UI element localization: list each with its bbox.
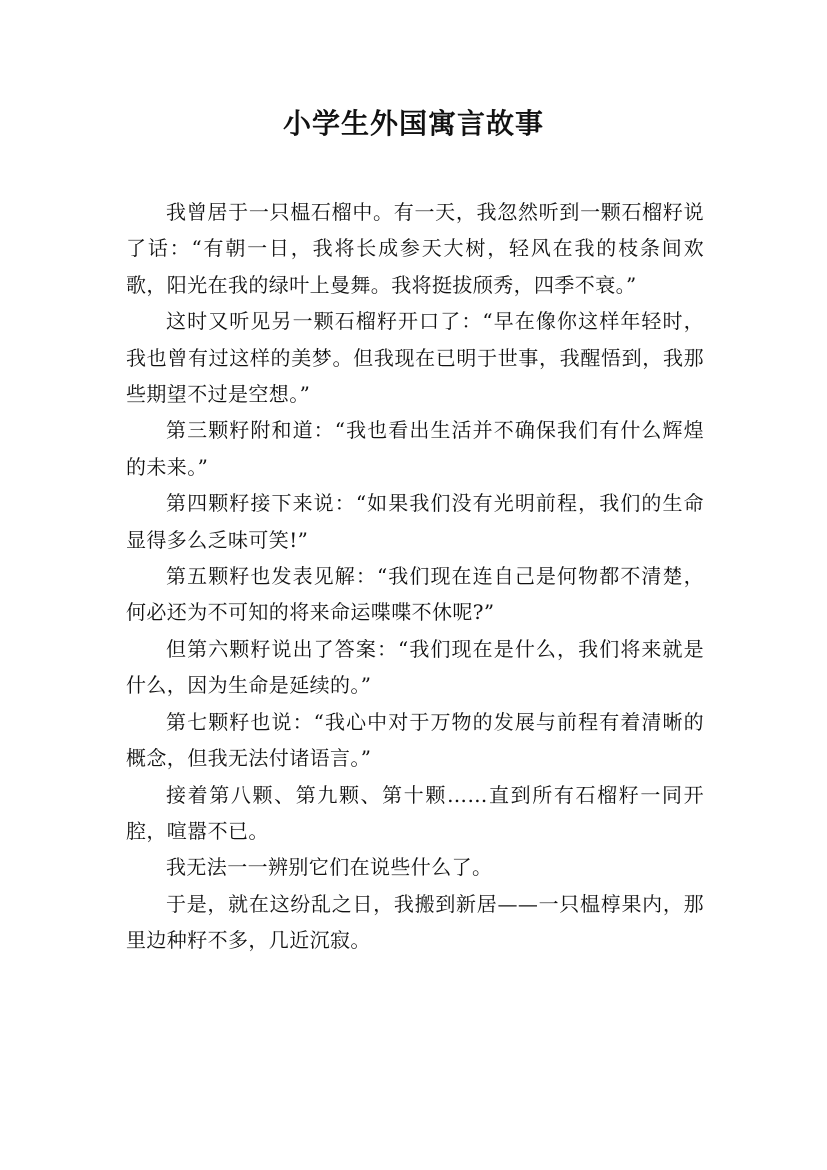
paragraph: 接着第八颗、第九颗、第十颗……直到所有石榴籽一同开腔，喧嚣不已。 [126, 782, 704, 843]
document-body [126, 194, 704, 959]
paragraph: 我曾居于一只榅石榴中。有一天，我忽然听到一颗石榴籽说了话：“有朝一日，我将长成参天大树，轻风在我的枝条间欢歌，阳光在我的绿叶上曼舞。我将挺拔颀秀，四季不衰。” [126, 200, 704, 297]
paragraph: 但第六颗籽说出了答案：“我们现在是什么，我们将来就是什么，因为生命是延续的。” [126, 636, 704, 698]
document-title: 小学生外国寓言故事 [282, 107, 544, 140]
paragraph: 第七颗籽也说：“我心中对于万物的发展与前程有着清晰的概念，但我无法付诸语言。” [126, 709, 704, 771]
paragraph: 第三颗籽附和道：“我也看出生活并不确保我们有什么辉煌的未来。” [126, 418, 704, 479]
paragraph: 这时又听见另一颗石榴籽开口了：“早在像你这样年轻时，我也曾有过这样的美梦。但我现在已明于世事，我醒悟到，我那些期望不过是空想。” [126, 309, 704, 407]
paragraph: 第四颗籽接下来说：“如果我们没有光明前程，我们的生命显得多么乏味可笑!” [126, 491, 704, 552]
paragraph: 于是，就在这纷乱之日，我搬到新居——一只榅椁果内，那里边种籽不多，几近沉寂。 [126, 891, 704, 953]
paragraph: 第五颗籽也发表见解：“我们现在连自己是何物都不清楚，何必还为不可知的将来命运喋喋不休呢?” [126, 564, 704, 625]
paragraph: 我无法一一辨别它们在说些什么了。 [166, 855, 493, 880]
